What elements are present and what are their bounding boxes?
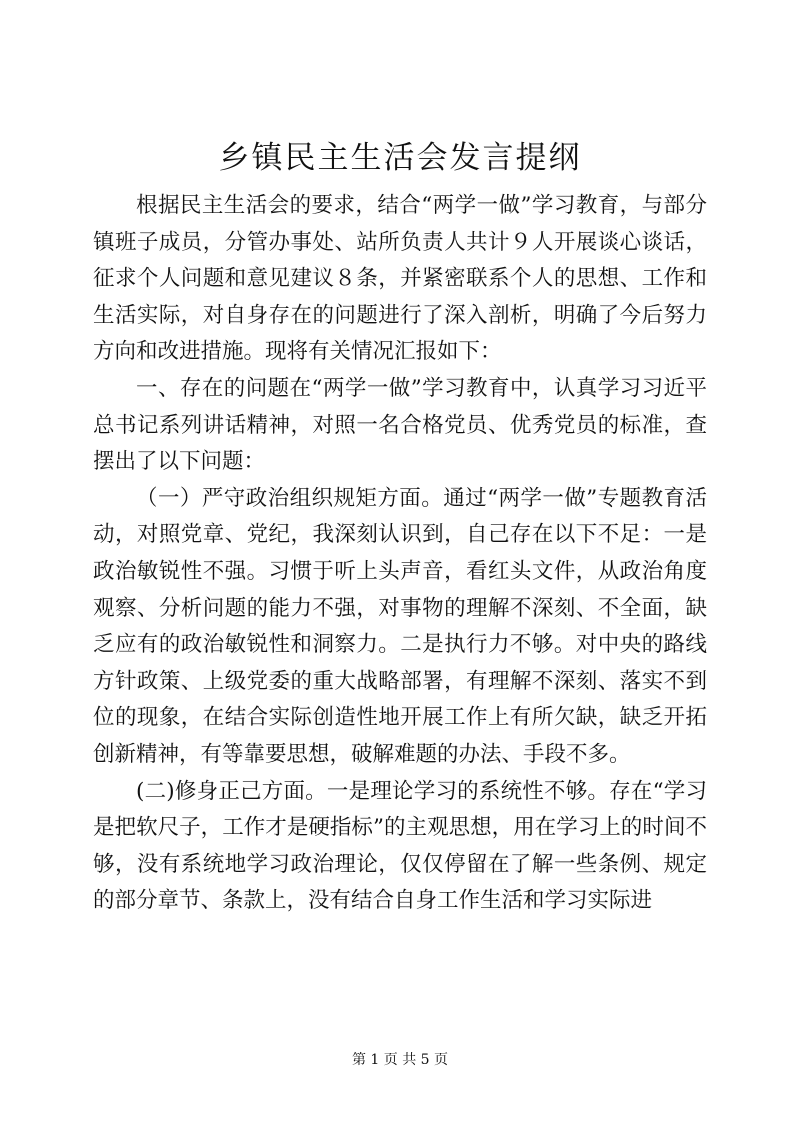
paragraph-section-one: 一、存在的问题在“两学一做”学习教育中，认真学习习近平总书记系列讲话精神，对照一名合格党员、优秀党员的标准，查摆出了以下问题：: [93, 375, 707, 475]
page-number-footer: 第 1 页 共 5 页: [351, 1052, 449, 1068]
document-body: [93, 188, 707, 920]
paragraph-intro: 根据民主生活会的要求，结合“两学一做”学习教育，与部分镇班子成员，分管办事处、站所负责人共计９人开展谈心谈话，征求个人问题和意见建议８条，并紧密联系个人的思想、工作和生活实际，对自身存在的问题进行了深入剖析，明确了今后努力方向和改进措施。现将有关情况汇报如下：: [93, 193, 707, 365]
paragraph-subsection-two: (二)修身正己方面。一是理论学习的系统性不够。存在“学习是把软尺子，工作才是硬指标”的主观思想，用在学习上的时间不够，没有系统地学习政治理论，仅仅停留在了解一些条例、规定的部分章节、条款上，没有结合自身工作生活和学习实际进: [93, 778, 707, 914]
paragraph-subsection-one: （一）严守政治组织规矩方面。通过“两学一做”专题教育活动，对照党章、党纪，我深刻认识到，自己存在以下不足：一是政治敏锐性不强。习惯于听上头声音，看红头文件，从政治角度观察、分析问题的能力不强，对事物的理解不深刻、不全面，缺乏应有的政治敏锐性和洞察力。二是执行力不够。对中央的路线方针政策、上级党委的重大战略部署，有理解不深刻、落实不到位的现象，在结合实际创造性地开展工作上有所欠缺，缺乏开拓创新精神，有等靠要思想，破解难题的办法、手段不多。: [93, 485, 707, 767]
document-title: 乡镇民主生活会发言提纲: [218, 140, 582, 176]
